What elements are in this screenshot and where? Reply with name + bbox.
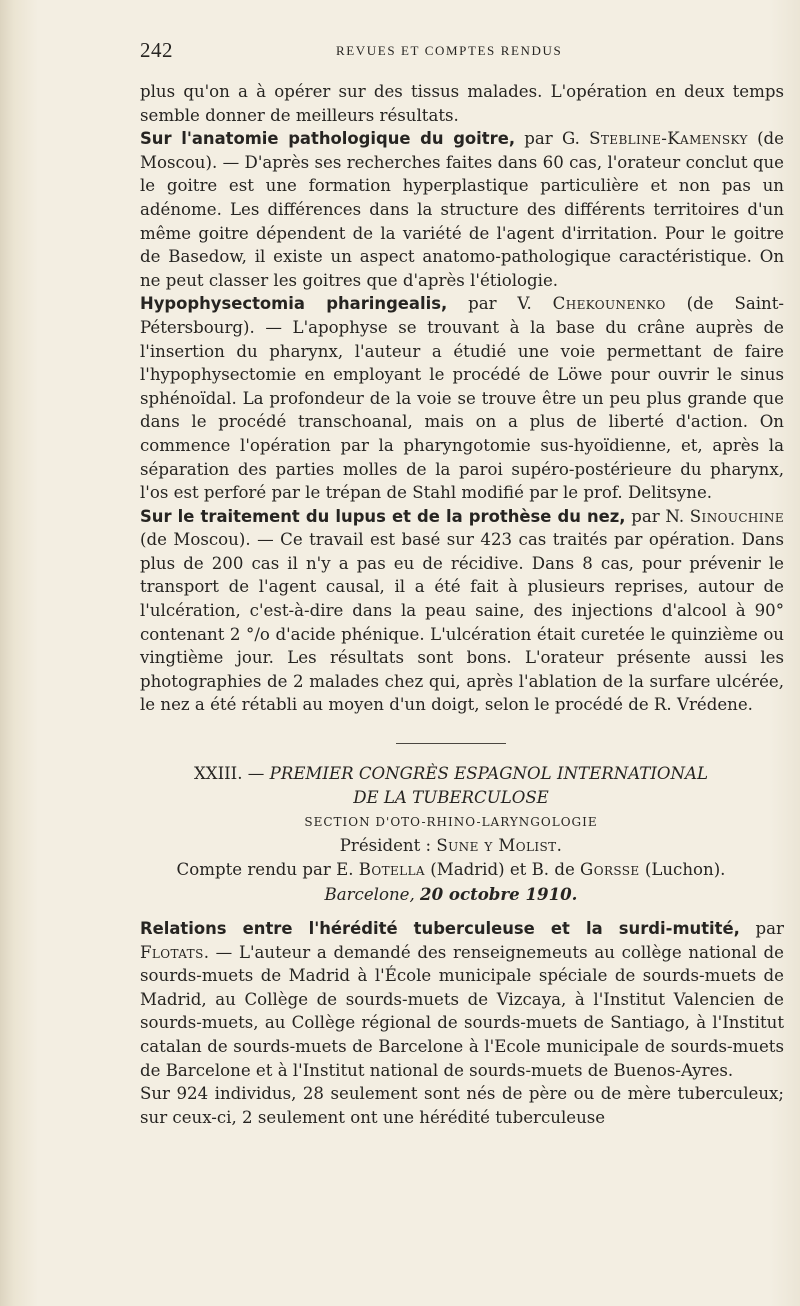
section-divider [396, 743, 506, 744]
abstract-heredite [118, 917, 784, 1082]
page-header [140, 38, 782, 64]
abstract-title: Sur l'anatomie pathologique du goitre, [140, 129, 516, 149]
page-number: 242 [140, 38, 173, 62]
byline: par N. [625, 506, 690, 526]
continuation-paragraph [118, 80, 784, 127]
paragraph-text: plus qu'on a à opérer sur des tissus malades. L'opération en deux temps semble donner de meilleurs résultats. [140, 82, 784, 125]
place: Barcelone, [324, 885, 421, 905]
reporter-name: Gorsse [580, 860, 640, 880]
author-name: Sinouchine [689, 506, 784, 526]
paragraph-text: (de Moscou). — Ce travail est basé sur 423 cas traités par opération. Dans plus de 200 cas il n'y a pas eu de récidive. Dans 8 cas, pour prévenir le transport de l'agent causal, il a été fait à plusieurs reprises, autour de l'ulcération, c'est-à-dire dans la peau saine, des injections d'alcool à 90° contenant 2 °/o d'acide phénique. L'ulcération était curetée le quinzième ou vingtième jour. Les résultats sont bons. L'orateur présente aussi les photographies de 2 malades chez qui, après l'ablation de la surfare ulcérée, le nez a été rétabli au moyen d'un doigt, selon le procédé de R. Vrédene. [140, 530, 784, 715]
section-title-line [118, 762, 784, 786]
reporter-name: Botella [358, 860, 425, 880]
paragraph-text: (de Saint-Pétersbourg). — L'apophyse se trouvant à la base du crâne auprès de l'insertion du pharynx, l'auteur a étudié une voie permettant de faire l'hypophysectomie en employant le procédé de Löwe pour ouvrir le sinus sphénoïdal. La profondeur de la voie se trouve être un peu plus grande que dans le procédé transchoanal, mais on a plus de liberté d'action. On commence l'opération par la pharyngotomie sus-hyoïdienne, et, après la séparation des parties molles de la paroi supéro-postérieure du pharynx, l'os est perforé par le trépan de Stahl modifié par le prof. Delitsyne. [140, 294, 784, 503]
section-title-line-2: DE LA TUBERCULOSE [353, 788, 549, 808]
byline: par V. [447, 294, 553, 314]
byline: par [739, 919, 784, 939]
section-title: PREMIER CONGRÈS ESPAGNOL INTERNATIONAL [269, 764, 709, 784]
report-suffix: (Luchon). [639, 860, 726, 880]
report-prefix: Compte rendu par E. [176, 860, 359, 880]
paragraph-text: (de Moscou). — D'après ses recherches faites dans 60 cas, l'orateur conclut que le goitre est une formation hyperplastique particulière et non pas un adénome. Les différences dans la structure des différents territoires d'un même goitre dépendent de la variété de l'agent d'irritation. Pour le goitre de Basedow, il existe un aspect anatomo-pathologique caractéristique. On ne peut classer les goitres que d'après l'étiologie. [140, 129, 784, 290]
president-line [118, 834, 784, 858]
body-text [118, 80, 784, 1129]
abstract-title: Sur le traitement du lupus et de la prothèse du nez, [140, 506, 626, 526]
paragraph-text: . — L'auteur a demandé des renseignemeuts au collège national de sourds-muets de Madrid à l'École municipale spéciale de sourds-muets de Madrid, au Collège de sourds-muets de Vizcaya, à l'Institut Valencien de sourds-muets, au Collège régional de sourds-muets de Santiago, à l'Institut catalan de sourds-muets de Barcelone à l'Ecole municipale de sourds-muets de Barcelone et à l'Institut national de sourds-muets de Buenos-Ayres. [140, 942, 784, 1080]
report-line [118, 858, 784, 882]
abstract-lupus [118, 505, 784, 717]
subsection-label: SECTION D'OTO-RHINO-LARYNGOLOGIE [304, 815, 598, 830]
date: 20 octobre 1910. [420, 884, 578, 905]
paragraph-text: Sur 924 individus, 28 seulement sont nés de père ou de mère tuberculeux; sur ceux-ci, 2 seulement ont une hérédité tuberculeuse [140, 1084, 784, 1127]
author-name: Stebline-Kamensky [589, 129, 748, 149]
author-name: Flotats [140, 942, 204, 962]
president-label: Président : [339, 836, 437, 856]
section-header [118, 762, 784, 907]
paragraph-statistics [118, 1082, 784, 1129]
byline: par G. [515, 129, 590, 149]
place-date-line [118, 882, 784, 907]
abstract-title: Relations entre l'hérédité tuberculeuse et la surdi-mutité, [140, 919, 740, 939]
running-head: REVUES ET COMPTES RENDUS [336, 43, 563, 58]
abstract-title: Hypophysectomia pharingealis, [140, 294, 448, 314]
president-name: Sune y Molist. [436, 836, 563, 856]
report-mid: (Madrid) et B. de [424, 860, 581, 880]
abstract-hypophysectomia [118, 292, 784, 504]
section-number: XXIII. — [193, 764, 270, 784]
abstract-goitre [118, 127, 784, 292]
author-name: Chekounenko [552, 294, 666, 314]
